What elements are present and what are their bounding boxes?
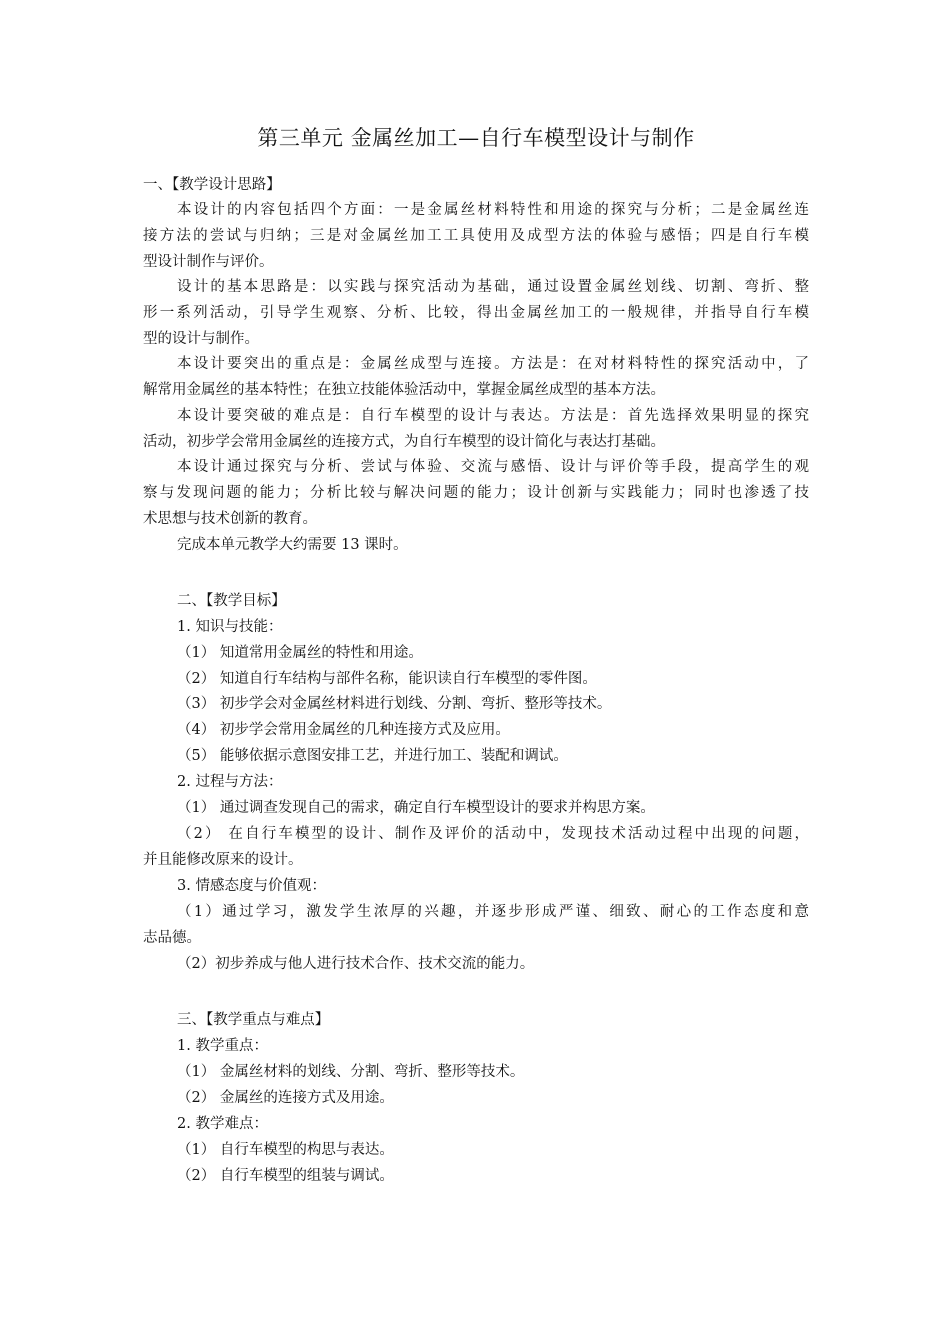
paragraph-line: 本设计通过探究与分析、尝试与体验、交流与感悟、设计与评价等手段，提高学生的观	[177, 459, 809, 475]
paragraph-line: 本设计要突破的难点是：自行车模型的设计与表达。方法是：首先选择效果明显的探究	[177, 408, 809, 424]
list-item: （4） 初步学会常用金属丝的几种连接方式及应用。	[177, 722, 510, 738]
paragraph-line: 活动，初步学会常用金属丝的连接方式，为自行车模型的设计简化与表达打基础。	[143, 434, 665, 450]
section-heading-objectives: 二、【教学目标】	[177, 593, 286, 609]
document-title: 第三单元 金属丝加工—自行车模型设计与制作	[257, 126, 695, 150]
paragraph-line: 完成本单元教学大约需要 13 课时。	[177, 537, 408, 553]
list-item: （2）初步养成与他人进行技术合作、技术交流的能力。	[177, 956, 535, 972]
subheading-difficulties: 2. 教学难点：	[177, 1116, 268, 1132]
list-item: （2） 金属丝的连接方式及用途。	[177, 1090, 394, 1106]
paragraph-line: 本设计要突出的重点是：金属丝成型与连接。方法是：在对材料特性的探究活动中，了	[177, 356, 809, 372]
paragraph-line: 接方法的尝试与归纳；三是对金属丝加工工具使用及成型方法的体验与感悟；四是自行车模	[143, 228, 809, 244]
list-item: （2） 自行车模型的组装与调试。	[177, 1168, 394, 1184]
list-item: （1） 自行车模型的构思与表达。	[177, 1142, 394, 1158]
paragraph-line: 型的设计与制作。	[143, 331, 259, 347]
list-item: （1）通过学习，激发学生浓厚的兴趣，并逐步形成严谨、细致、耐心的工作态度和意	[177, 904, 809, 920]
paragraph-line: 解常用金属丝的基本特性；在独立技能体验活动中，掌握金属丝成型的基本方法。	[143, 382, 665, 398]
subheading-process: 2. 过程与方法：	[177, 774, 283, 790]
list-item: （1） 金属丝材料的划线、分割、弯折、整形等技术。	[177, 1064, 525, 1080]
subheading-attitude: 3. 情感态度与价值观：	[177, 878, 326, 894]
list-item: （2） 在自行车模型的设计、制作及评价的活动中，发现技术活动过程中出现的问题，	[177, 826, 809, 842]
list-item: （2） 知道自行车结构与部件名称，能识读自行车模型的零件图。	[177, 671, 597, 687]
paragraph-line: 设计的基本思路是：以实践与探究活动为基础，通过设置金属丝划线、切割、弯折、整	[177, 279, 809, 295]
list-item: （1） 通过调查发现自己的需求，确定自行车模型设计的要求并构思方案。	[177, 800, 655, 816]
section-heading-design-idea: 一、【教学设计思路】	[143, 177, 281, 193]
paragraph-line: 型设计制作与评价。	[143, 254, 274, 270]
subheading-key-points: 1. 教学重点：	[177, 1038, 268, 1054]
paragraph-line: 本设计的内容包括四个方面：一是金属丝材料特性和用途的探究与分析；二是金属丝连	[177, 202, 809, 218]
list-item-continuation: 志品德。	[143, 930, 201, 946]
paragraph-line: 术思想与技术创新的教育。	[143, 511, 317, 527]
section-heading-key-points: 三、【教学重点与难点】	[177, 1012, 330, 1028]
paragraph-line: 察与发现问题的能力；分析比较与解决问题的能力；设计创新与实践能力；同时也渗透了技	[143, 485, 809, 501]
list-item: （3） 初步学会对金属丝材料进行划线、分割、弯折、整形等技术。	[177, 696, 612, 712]
list-item: （5） 能够依据示意图安排工艺，并进行加工、装配和调试。	[177, 748, 568, 764]
paragraph-line: 形一系列活动，引导学生观察、分析、比较，得出金属丝加工的一般规律，并指导自行车模	[143, 305, 809, 321]
list-item-continuation: 并且能修改原来的设计。	[143, 852, 303, 868]
list-item: （1） 知道常用金属丝的特性和用途。	[177, 645, 423, 661]
subheading-knowledge: 1. 知识与技能：	[177, 619, 283, 635]
